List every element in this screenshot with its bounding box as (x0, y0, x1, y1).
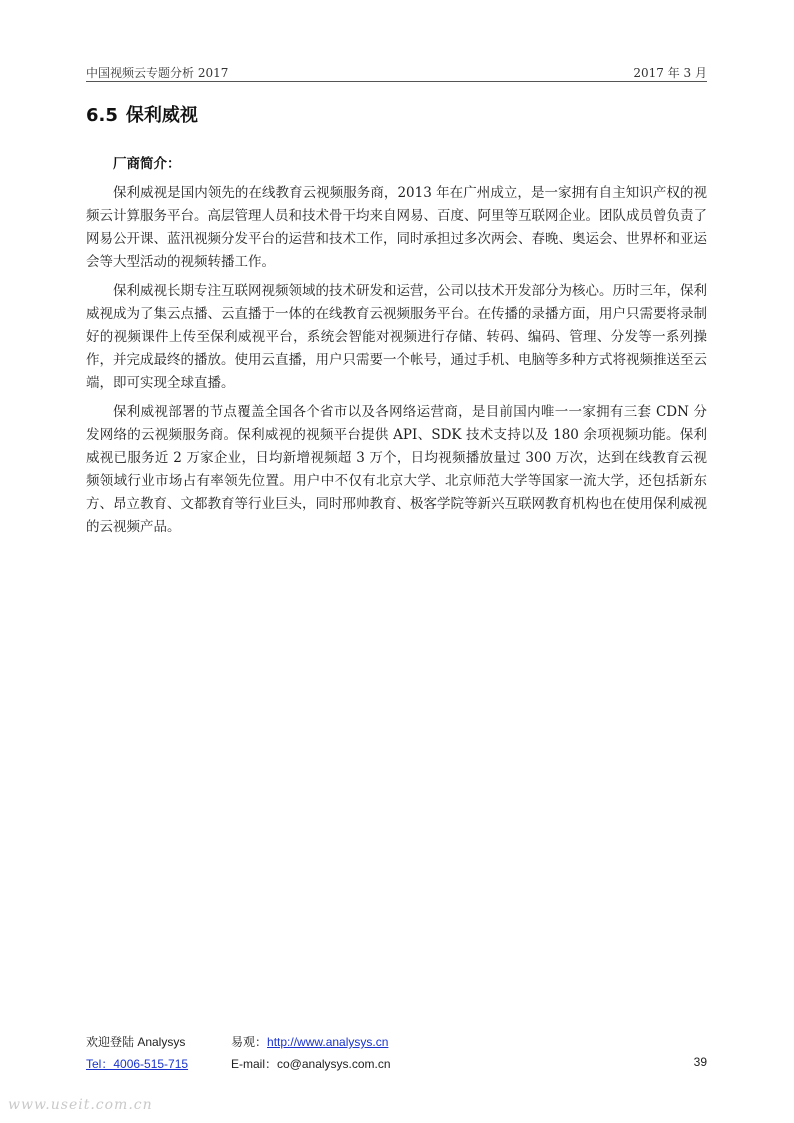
watermark: www.useit.com.cn (8, 1097, 153, 1113)
vendor-intro-heading: 厂商简介： (113, 156, 181, 172)
header-report-title: 中国视频云专题分析 2017 (86, 66, 229, 80)
footer-website (231, 1033, 388, 1050)
footer-website-label: 易观： (231, 1035, 268, 1049)
paragraph: 保利威视长期专注互联网视频领域的技术研发和运营，公司以技术开发部分为核心。历时三年，保利威视成为了集云点播、云直播于一体的在线教育云视频服务平台。在传播的录播方面，用户只需要将录制好的视频课件上传至保利威视平台，系统会智能对视频进行存储、转码、编码、管理、分发等一系列操作，并完成最终的播放。使用云直播，用户只需要一个帐号，通过手机、电脑等多种方式将视频推送至云端，即可实现全球直播。 (86, 283, 707, 391)
page-header (86, 63, 707, 82)
footer-email: E-mail：co@analysys.com.cn (231, 1057, 391, 1071)
paragraph: 保利威视部署的节点覆盖全国各个省市以及各网络运营商，是目前国内唯一一家拥有三套 CDN 分发网络的云视频服务商。保利威视的视频平台提供 API、SDK 技术支持以及 180 余项视频功能。保利威视已服务近 2 万家企业，日均新增视频超 3 万个，日均视频播放量过 300 万次，达到在线教育云视频领域行业市场占有率领先位置。用户中不仅有北京大学、北京师范大学等国家一流大学，还包括新东方、昂立教育、文都教育等行业巨头，同时邢帅教育、极客学院等新兴互联网教育机构也在使用保利威视的云视频产品。 (86, 404, 707, 535)
website-link[interactable]: http://www.analysys.cn (267, 1035, 389, 1049)
section-title: 保利威视 (125, 105, 198, 126)
page-footer (86, 1033, 707, 1073)
footer-row (86, 1033, 707, 1051)
paragraph: 保利威视是国内领先的在线教育云视频服务商，2013 年在广州成立，是一家拥有自主知识产权的视频云计算服务平台。高层管理人员和技术骨干均来自网易、百度、阿里等互联网企业。团队成员曾负责了网易公开课、蓝汛视频分发平台的运营和技术工作，同时承担过多次两会、春晚、奥运会、世界杯和亚运会等大型活动的视频转播工作。 (86, 185, 707, 270)
footer-welcome: 欢迎登陆 Analysys (86, 1035, 186, 1049)
section-number: 6.5 (86, 105, 118, 126)
page-number: 39 (693, 1055, 707, 1069)
phone-link[interactable]: Tel：4006-515-715 (86, 1057, 189, 1071)
footer-row (86, 1055, 707, 1073)
section-heading (86, 101, 198, 127)
header-date: 2017 年 3 月 (633, 66, 707, 80)
body-text (86, 182, 707, 545)
